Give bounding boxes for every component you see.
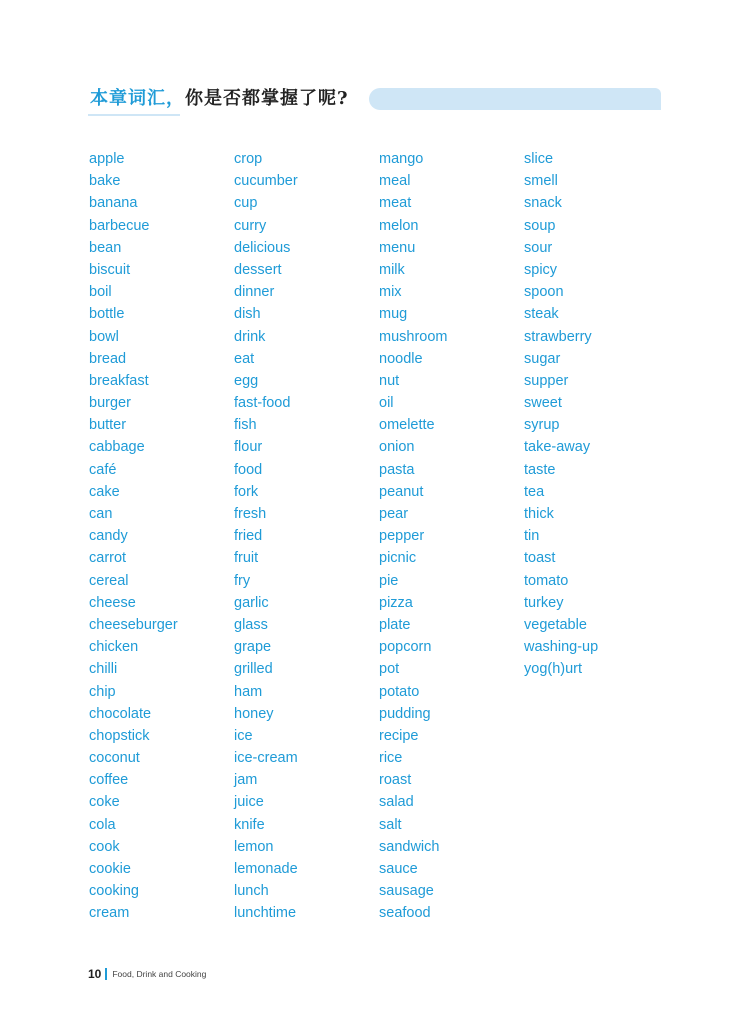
vocabulary-word: banana — [89, 195, 138, 212]
vocabulary-word: cola — [89, 816, 116, 833]
vocabulary-word: eat — [234, 350, 255, 367]
vocabulary-word: onion — [379, 439, 415, 456]
vocabulary-word: bowl — [89, 328, 119, 345]
vocabulary-word: chopstick — [89, 727, 150, 744]
section-title-rest: 你是否都掌握了呢? — [185, 88, 349, 109]
vocabulary-word: fish — [234, 417, 257, 434]
vocabulary-word: butter — [89, 417, 127, 434]
vocabulary-word: pie — [379, 572, 399, 589]
vocabulary-word: chip — [89, 683, 116, 700]
vocabulary-word: curry — [234, 217, 267, 234]
vocabulary-word: coke — [89, 794, 120, 811]
vocabulary-word: sauce — [379, 861, 418, 877]
vocabulary-word: smell — [524, 173, 558, 190]
vocabulary-word: sausage — [379, 883, 434, 900]
vocabulary-word: cake — [89, 483, 120, 500]
vocabulary-word: seafood — [379, 905, 431, 922]
vocabulary-word: cucumber — [234, 173, 298, 190]
vocabulary-word: ice-cream — [234, 750, 298, 767]
vocabulary-word: pudding — [379, 705, 431, 722]
vocabulary-word: jam — [234, 772, 258, 789]
vocabulary-word: sandwich — [379, 838, 440, 855]
vocabulary-word: delicious — [234, 239, 291, 256]
page-footer — [88, 965, 206, 983]
vocabulary-word: strawberry — [524, 328, 592, 345]
vocabulary-list — [88, 148, 668, 938]
vocabulary-word: mushroom — [379, 328, 448, 345]
vocabulary-word: cereal — [89, 572, 129, 589]
vocabulary-word: grape — [234, 639, 272, 656]
vocabulary-word: supper — [524, 372, 569, 389]
vocabulary-word: sugar — [524, 350, 561, 367]
chapter-title: Food, Drink and Cooking — [112, 969, 207, 979]
header-underline — [88, 114, 180, 116]
vocabulary-word: pot — [379, 661, 400, 678]
vocabulary-word: coconut — [89, 750, 140, 767]
vocabulary-word: sweet — [524, 395, 562, 412]
vocabulary-word: noodle — [379, 350, 423, 367]
vocabulary-word: turkey — [524, 594, 564, 611]
vocabulary-word: burger — [89, 395, 131, 412]
vocabulary-word: apple — [89, 151, 125, 167]
vocabulary-word: honey — [234, 705, 274, 722]
vocabulary-word: chocolate — [89, 705, 152, 722]
vocabulary-word: tin — [524, 528, 540, 545]
vocabulary-word: egg — [234, 372, 259, 389]
vocabulary-word: fast-food — [234, 395, 291, 412]
vocabulary-word: milk — [379, 261, 405, 278]
vocabulary-word: oil — [379, 395, 394, 412]
vocabulary-word: breakfast — [89, 372, 149, 389]
vocabulary-word: fried — [234, 528, 263, 545]
vocabulary-word: bake — [89, 173, 121, 190]
vocabulary-word: cooking — [89, 883, 139, 900]
vocabulary-word: lemonade — [234, 861, 298, 877]
vocabulary-column-2 — [234, 148, 298, 925]
vocabulary-word: snack — [524, 195, 562, 212]
vocabulary-word: bean — [89, 239, 122, 256]
vocabulary-word: fresh — [234, 506, 267, 522]
vocabulary-word: candy — [89, 528, 128, 545]
vocabulary-word: salt — [379, 816, 402, 833]
vocabulary-word: lunch — [234, 883, 269, 900]
vocabulary-word: knife — [234, 816, 265, 833]
vocabulary-word: fork — [234, 483, 259, 500]
vocabulary-word: cheese — [89, 594, 136, 611]
vocabulary-word: coffee — [89, 772, 129, 789]
vocabulary-word: café — [89, 461, 117, 478]
vocabulary-word: boil — [89, 284, 112, 301]
vocabulary-word: mix — [379, 284, 402, 301]
footer-separator — [105, 968, 107, 980]
vocabulary-word: spicy — [524, 261, 558, 278]
vocabulary-word: spoon — [524, 284, 564, 301]
vocabulary-word: dish — [234, 306, 261, 323]
vocabulary-word: rice — [379, 750, 403, 767]
vocabulary-word: bottle — [89, 306, 125, 323]
vocabulary-word: roast — [379, 772, 412, 789]
vocabulary-word: drink — [234, 328, 266, 345]
vocabulary-word: meat — [379, 195, 412, 212]
section-title-accent: 本章词汇， — [90, 88, 185, 109]
vocabulary-word: plate — [379, 616, 411, 633]
vocabulary-word: popcorn — [379, 639, 432, 656]
vocabulary-word: cream — [89, 905, 130, 922]
vocabulary-word: grilled — [234, 661, 273, 678]
vocabulary-word: tomato — [524, 572, 569, 589]
vocabulary-word: dessert — [234, 261, 282, 278]
vocabulary-word: cabbage — [89, 439, 145, 456]
vocabulary-word: steak — [524, 306, 559, 323]
vocabulary-word: glass — [234, 616, 268, 633]
vocabulary-word: pasta — [379, 461, 415, 478]
vocabulary-word: mug — [379, 306, 408, 323]
vocabulary-word: soup — [524, 217, 556, 234]
vocabulary-word: omelette — [379, 417, 435, 434]
vocabulary-word: fry — [234, 572, 251, 589]
vocabulary-word: carrot — [89, 550, 127, 567]
vocabulary-word: chilli — [89, 661, 118, 678]
section-header — [88, 82, 661, 118]
vocabulary-word: tea — [524, 483, 545, 500]
page-number: 10 — [88, 967, 102, 981]
vocabulary-word: food — [234, 461, 263, 478]
vocabulary-word: melon — [379, 217, 419, 234]
vocabulary-word: take-away — [524, 439, 591, 456]
vocabulary-word: chicken — [89, 639, 139, 656]
vocabulary-word: garlic — [234, 594, 269, 611]
vocabulary-column-1 — [89, 148, 178, 925]
vocabulary-word: potato — [379, 683, 420, 700]
vocabulary-word: dinner — [234, 284, 275, 301]
header-decoration-bar — [369, 88, 661, 110]
vocabulary-word: pizza — [379, 594, 413, 611]
vocabulary-word: peanut — [379, 483, 424, 500]
vocabulary-word: cookie — [89, 861, 131, 877]
vocabulary-word: sour — [524, 239, 553, 256]
vocabulary-word: syrup — [524, 417, 560, 434]
vocabulary-word: ice — [234, 727, 253, 744]
vocabulary-column-3 — [379, 148, 448, 925]
vocabulary-word: cook — [89, 838, 120, 855]
vocabulary-word: can — [89, 506, 113, 522]
vocabulary-word: pepper — [379, 528, 425, 545]
vocabulary-word: yog(h)urt — [524, 661, 583, 678]
vocabulary-word: lemon — [234, 838, 274, 855]
vocabulary-word: fruit — [234, 550, 259, 567]
vocabulary-word: nut — [379, 372, 400, 389]
vocabulary-word: bread — [89, 350, 127, 367]
vocabulary-word: cup — [234, 195, 258, 212]
vocabulary-word: washing-up — [524, 639, 599, 656]
vocabulary-word: slice — [524, 151, 554, 167]
vocabulary-word: meal — [379, 173, 411, 190]
vocabulary-word: thick — [524, 506, 554, 522]
vocabulary-word: cheeseburger — [89, 616, 178, 633]
vocabulary-column-4 — [524, 148, 598, 681]
vocabulary-word: recipe — [379, 727, 419, 744]
vocabulary-word: menu — [379, 239, 416, 256]
vocabulary-word: flour — [234, 439, 263, 456]
vocabulary-word: ham — [234, 683, 263, 700]
section-title — [90, 86, 349, 112]
vocabulary-word: salad — [379, 794, 414, 811]
vocabulary-word: barbecue — [89, 217, 150, 234]
vocabulary-word: vegetable — [524, 616, 587, 633]
vocabulary-word: taste — [524, 461, 556, 478]
vocabulary-word: picnic — [379, 550, 417, 567]
vocabulary-word: juice — [234, 794, 264, 811]
vocabulary-word: mango — [379, 151, 424, 167]
vocabulary-word: crop — [234, 151, 263, 167]
vocabulary-word: toast — [524, 550, 556, 567]
vocabulary-word: pear — [379, 506, 409, 522]
vocabulary-word: lunchtime — [234, 905, 297, 922]
vocabulary-word: biscuit — [89, 261, 131, 278]
